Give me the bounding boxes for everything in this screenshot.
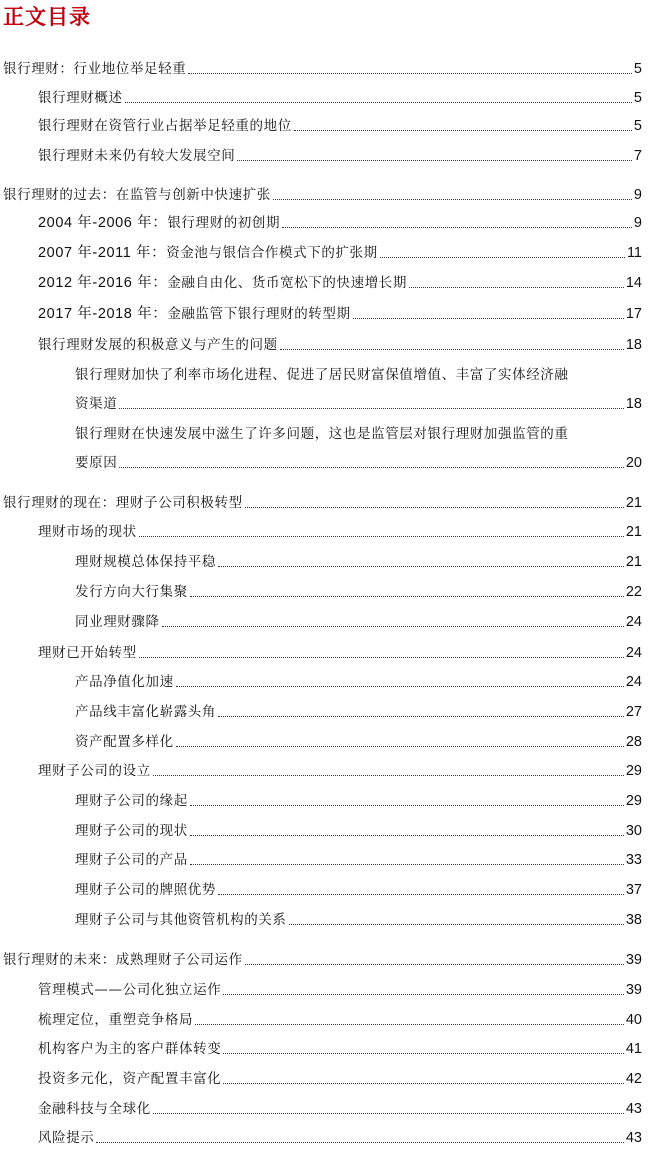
leader-dots: [353, 318, 624, 319]
toc-entry-label: 金融科技与全球化: [38, 1101, 151, 1117]
leader-dots: [195, 1024, 624, 1025]
toc-entry-label: 银行理财发展的积极意义与产生的问题: [38, 337, 278, 353]
toc-page-number: 11: [626, 245, 642, 261]
toc-entry[interactable]: [38, 214, 642, 232]
toc-entry[interactable]: [75, 822, 642, 840]
toc-entry-label: 资产配置多样化: [75, 734, 174, 750]
toc-page-number: 5: [633, 61, 642, 77]
leader-dots: [223, 1083, 624, 1084]
toc-entry[interactable]: [75, 703, 642, 721]
toc-page-number: 18: [625, 396, 642, 412]
toc-entry[interactable]: [3, 60, 642, 78]
toc-entry-label-line1[interactable]: 银行理财在快速发展中滋生了许多问题，这也是监管层对银行理财加强监管的重: [75, 426, 569, 442]
leader-dots: [119, 467, 624, 468]
toc-entry[interactable]: [38, 1011, 642, 1029]
toc-entry-label: 资渠道: [75, 396, 118, 412]
toc-entry-label: 理财子公司的产品: [75, 852, 188, 868]
toc-entry-label: 银行理财概述: [38, 90, 123, 106]
toc-page-number: 21: [625, 495, 642, 511]
leader-dots: [218, 716, 624, 717]
toc-entry[interactable]: [38, 1129, 642, 1147]
toc-entry-year: 2004 年-2006 年：: [38, 215, 168, 231]
toc-entry-label: 金融监管下银行理财的转型期: [167, 306, 351, 322]
toc-page-number: 38: [625, 912, 642, 928]
toc-page-number: 24: [625, 614, 642, 630]
leader-dots: [245, 507, 624, 508]
toc-entry[interactable]: [75, 583, 642, 601]
toc-entry[interactable]: [3, 951, 642, 969]
toc-page-number: 39: [625, 982, 642, 998]
leader-dots: [218, 894, 624, 895]
toc-entry[interactable]: [75, 881, 642, 899]
toc-entry[interactable]: [38, 244, 642, 262]
toc-entry-label: 理财子公司与其他资管机构的关系: [75, 912, 287, 928]
toc-entry-label: 同业理财骤降: [75, 614, 160, 630]
toc-page-number: 24: [625, 674, 642, 690]
toc-entry-year: 2017 年-2018 年：: [38, 306, 168, 322]
toc-entry[interactable]: [75, 613, 642, 631]
toc-entry[interactable]: [38, 644, 642, 662]
toc-page-number: 17: [625, 306, 642, 322]
leader-dots: [294, 130, 632, 131]
leader-dots: [223, 1053, 624, 1054]
toc-page-number: 20: [625, 455, 642, 471]
leader-dots: [223, 994, 624, 995]
toc-page-number: 7: [633, 148, 642, 164]
toc-page-number: 24: [625, 645, 642, 661]
toc-page-number: 5: [633, 118, 642, 134]
toc-page-number: 22: [625, 584, 642, 600]
leader-dots: [289, 924, 624, 925]
toc-entry-label: 投资多元化，资产配置丰富化: [38, 1071, 222, 1087]
toc-page-number: 14: [625, 275, 642, 291]
leader-dots: [237, 160, 632, 161]
toc-entry[interactable]: [3, 186, 642, 204]
toc-page-number: 33: [625, 852, 642, 868]
toc-entry[interactable]: [38, 336, 642, 354]
toc-page-number: 29: [625, 793, 642, 809]
toc-entry[interactable]: [38, 147, 642, 165]
toc-entry[interactable]: [75, 553, 642, 571]
toc-entry-label: 银行理财的现在：理财子公司积极转型: [3, 495, 243, 511]
toc-entry-label: 产品线丰富化崭露头角: [75, 704, 216, 720]
toc-entry[interactable]: [38, 274, 642, 292]
toc-page-number: 21: [625, 524, 642, 540]
leader-dots: [125, 102, 632, 103]
toc-entry[interactable]: [38, 1070, 642, 1088]
toc-entry[interactable]: [3, 494, 642, 512]
toc-entry[interactable]: [75, 733, 642, 751]
toc-page-number: 29: [625, 763, 642, 779]
leader-dots: [190, 596, 624, 597]
toc-page-number: 42: [625, 1071, 642, 1087]
toc-entry[interactable]: [75, 851, 642, 869]
leader-dots: [162, 626, 624, 627]
toc-entry-label: 银行理财：行业地位举足轻重: [3, 61, 187, 77]
toc-entry-label: 金融自由化、货币宽松下的快速增长期: [167, 275, 408, 291]
toc-page-number: 18: [625, 337, 642, 353]
toc-entry-label: 理财子公司的缘起: [75, 793, 188, 809]
toc-entry[interactable]: [38, 981, 642, 999]
leader-dots: [190, 805, 624, 806]
leader-dots: [280, 349, 624, 350]
toc-entry-label: 理财市场的现状: [38, 524, 137, 540]
leader-dots: [139, 657, 624, 658]
toc-entry[interactable]: [38, 117, 642, 135]
page-title: 正文目录: [3, 4, 91, 29]
toc-entry-label: 银行理财在资管行业占据举足轻重的地位: [38, 118, 292, 134]
toc-entry-label: 理财已开始转型: [38, 645, 137, 661]
leader-dots: [273, 199, 632, 200]
toc-page-number: 43: [625, 1130, 642, 1146]
toc-entry-label: 梳理定位，重塑竞争格局: [38, 1012, 194, 1028]
toc-entry-label: 风险提示: [38, 1130, 95, 1146]
toc-entry[interactable]: [75, 454, 642, 472]
toc-entry[interactable]: [38, 305, 642, 323]
toc-entry-label: 银行理财的过去：在监管与创新中快速扩张: [3, 187, 271, 203]
toc-entry-label: 发行方向大行集聚: [75, 584, 188, 600]
leader-dots: [176, 686, 624, 687]
toc-entry[interactable]: [75, 911, 642, 929]
toc-page-number: 43: [625, 1101, 642, 1117]
toc-entry-year: 2012 年-2016 年：: [38, 275, 168, 291]
leader-dots: [119, 408, 624, 409]
leader-dots: [176, 746, 624, 747]
toc-page-number: 37: [625, 882, 642, 898]
leader-dots: [190, 864, 624, 865]
toc-page-number: 27: [625, 704, 642, 720]
toc-entry-label: 理财子公司的牌照优势: [75, 882, 216, 898]
toc-page-number: 30: [625, 823, 642, 839]
leader-dots: [245, 964, 624, 965]
leader-dots: [153, 775, 624, 776]
leader-dots: [153, 1113, 624, 1114]
leader-dots: [380, 257, 625, 258]
toc-entry[interactable]: [75, 395, 642, 413]
toc-entry-label: 银行理财的未来：成熟理财子公司运作: [3, 952, 243, 968]
toc-entry-label: 银行理财的初创期: [167, 215, 281, 231]
toc-entry[interactable]: [38, 1040, 642, 1058]
leader-dots: [190, 835, 624, 836]
leader-dots: [139, 536, 624, 537]
toc-entry-label: 管理模式——公司化独立运作: [38, 982, 222, 998]
toc-entry-year: 2007 年-2011 年：: [38, 245, 167, 261]
toc-entry-label: 要原因: [75, 455, 118, 471]
toc-entry[interactable]: [75, 673, 642, 691]
toc-entry[interactable]: [75, 792, 642, 810]
leader-dots: [96, 1142, 623, 1143]
toc-entry-label: 产品净值化加速: [75, 674, 174, 690]
leader-dots: [188, 73, 632, 74]
toc-entry-label: 资金池与银信合作模式下的扩张期: [166, 245, 378, 261]
toc-entry[interactable]: [38, 89, 642, 107]
toc-page-number: 39: [625, 952, 642, 968]
toc-entry-label: 银行理财未来仍有较大发展空间: [38, 148, 236, 164]
leader-dots: [218, 566, 624, 567]
leader-dots: [282, 227, 632, 228]
toc-page-number: 40: [625, 1012, 642, 1028]
toc-entry-label: 机构客户为主的客户群体转变: [38, 1041, 222, 1057]
leader-dots: [409, 287, 624, 288]
toc-entry-label-line1[interactable]: 银行理财加快了利率市场化进程、促进了居民财富保值增值、丰富了实体经济融: [75, 367, 569, 383]
toc-page-number: 28: [625, 734, 642, 750]
toc-entry-label: 理财规模总体保持平稳: [75, 554, 216, 570]
toc-entry-label: 理财子公司的现状: [75, 823, 188, 839]
toc-page-number: 5: [633, 90, 642, 106]
toc-page-number: 9: [633, 187, 642, 203]
toc-entry[interactable]: [38, 762, 642, 780]
toc-entry[interactable]: [38, 1100, 642, 1118]
toc-page-number: 41: [625, 1041, 642, 1057]
toc-entry[interactable]: [38, 523, 642, 541]
toc-entry-label: 理财子公司的设立: [38, 763, 151, 779]
toc-page-number: 9: [633, 215, 642, 231]
toc-page-number: 21: [625, 554, 642, 570]
